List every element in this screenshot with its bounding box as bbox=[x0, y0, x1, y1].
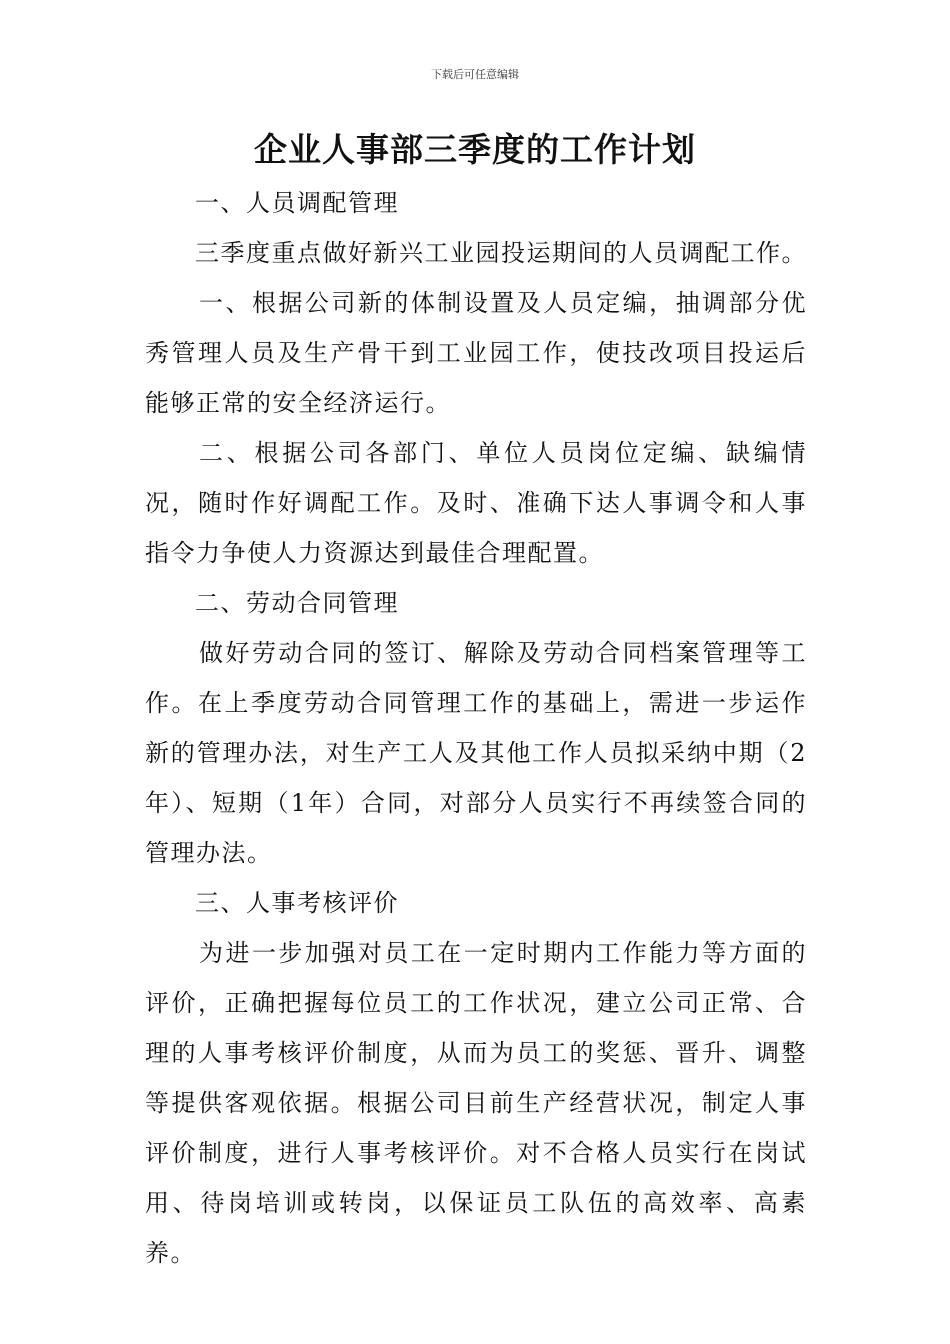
document-body bbox=[145, 178, 807, 1278]
header-note: 下载后可任意编辑 bbox=[431, 68, 519, 81]
evaluation-paragraph: 为进一步加强对员工在一定时期内工作能力等方面的评价，正确把握每位员工的工作状况，建立公司正常、合理的人事考核评价制度，从而为员工的奖惩、晋升、调整等提供客观依据。根据公司目前生产经营状况，制定人事评价制度，进行人事考核评价。对不合格人员实行在岗试用、待岗培训或转岗，以保证员工队伍的高效率、高素养。 bbox=[145, 939, 807, 1267]
labor-contract-paragraph: 做好劳动合同的签订、解除及劳动合同档案管理等工作。在上季度劳动合同管理工作的基础上，需进一步运作新的管理办法，对生产工人及其他工作人员拟采纳中期（2年）、短期（1年）合同，对部分人员实行不再续签合同的管理办法。 bbox=[145, 639, 807, 867]
staffing-paragraph-1: 一、根据公司新的体制设置及人员定编，抽调部分优秀管理人员及生产骨干到工业园工作，使技改项目投运后能够正常的安全经济运行。 bbox=[145, 289, 807, 417]
section-intro-staffing: 三季度重点做好新兴工业园投运期间的人员调配工作。 bbox=[195, 239, 807, 267]
document-title: 企业人事部三季度的工作计划 bbox=[254, 130, 696, 169]
section-heading-labor-contract: 二、劳动合同管理 bbox=[195, 589, 399, 617]
section-heading-evaluation: 三、人事考核评价 bbox=[195, 889, 399, 917]
staffing-paragraph-2: 二、根据公司各部门、单位人员岗位定编、缺编情况，随时作好调配工作。及时、准确下达人事调令和人事指令力争使人力资源达到最佳合理配置。 bbox=[145, 439, 807, 567]
section-heading-staffing: 一、人员调配管理 bbox=[195, 189, 399, 217]
